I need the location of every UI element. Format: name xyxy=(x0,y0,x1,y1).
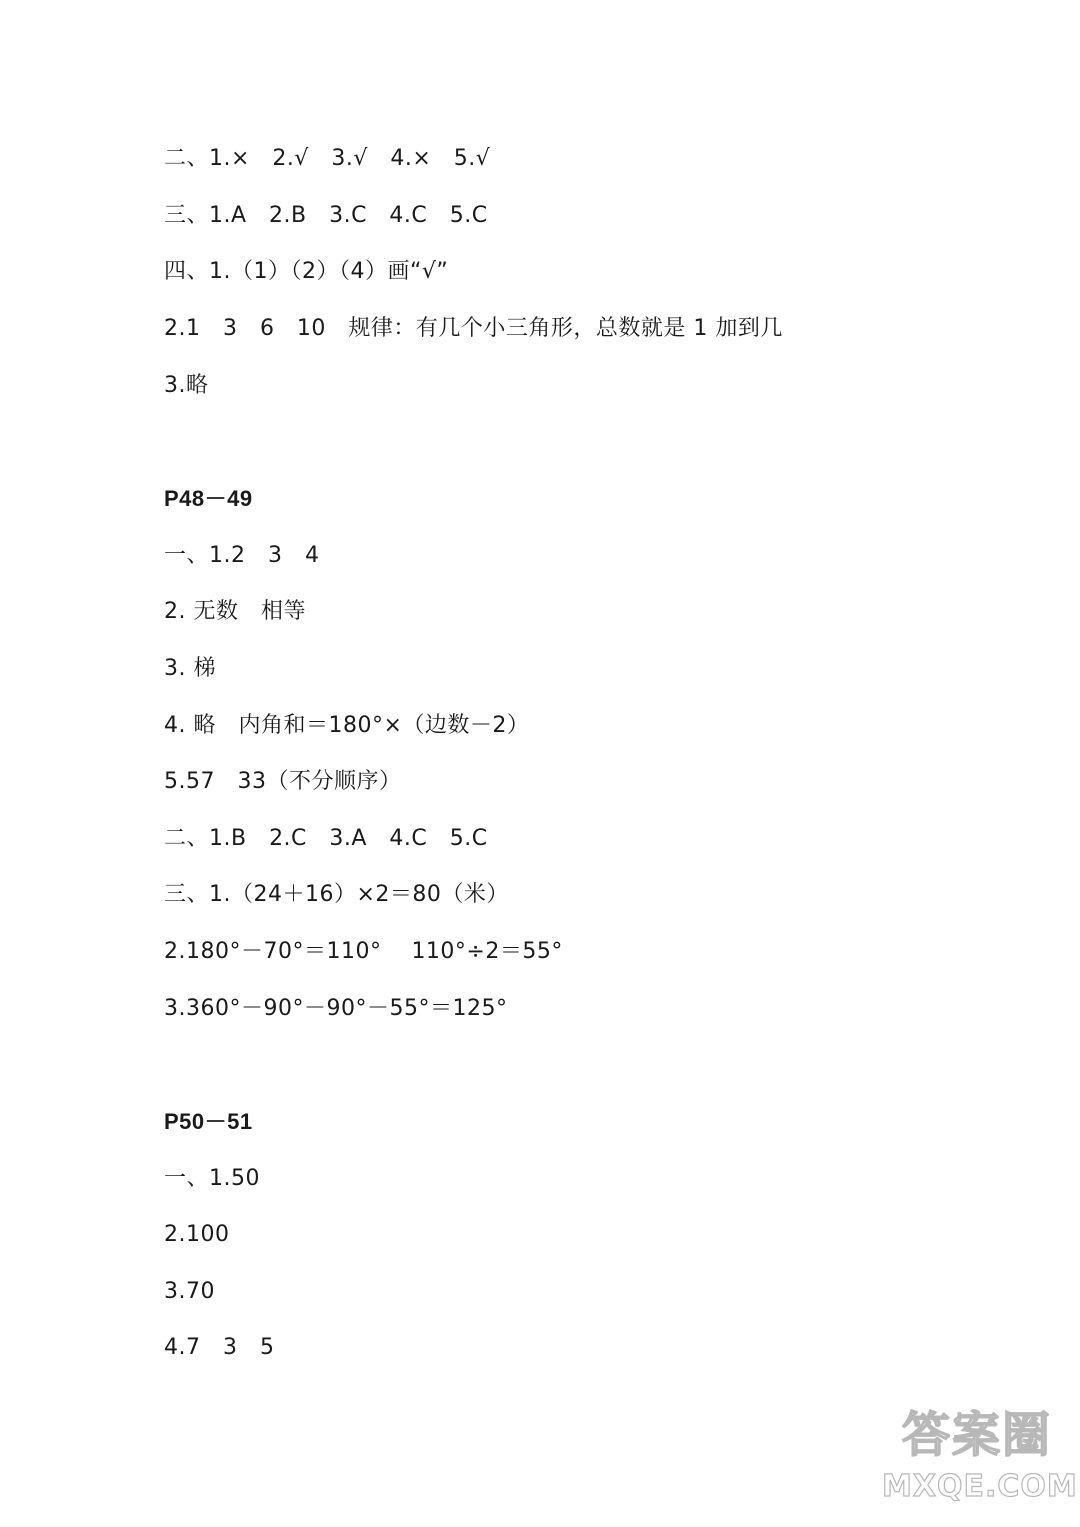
watermark xyxy=(882,1403,1078,1523)
answer-line: 2.100 xyxy=(164,1222,230,1247)
answer-line: 二、1.× 2.√ 3.√ 4.× 5.√ xyxy=(164,146,491,171)
answer-line: 三、1.A 2.B 3.C 4.C 5.C xyxy=(164,203,488,228)
answer-line: 四、1.（1）（2）（4）画“√” xyxy=(164,259,449,284)
answer-line: 一、1.50 xyxy=(164,1166,260,1191)
answer-line: 2.1 3 6 10 规律：有几个小三角形，总数就是 1 加到几 xyxy=(164,316,783,341)
answer-line: 2.180°－70°＝110° 110°÷2＝55° xyxy=(164,939,563,964)
answer-line: 5.57 33（不分顺序） xyxy=(164,769,402,794)
answer-line: 3.70 xyxy=(164,1279,215,1304)
watermark-url: MXQE.COM xyxy=(882,1469,1078,1504)
answer-line: 一、1.2 3 4 xyxy=(164,543,320,568)
answer-line: 3.360°－90°－90°－55°＝125° xyxy=(164,996,508,1021)
answer-line: 三、1.（24＋16）×2＝80（米） xyxy=(164,882,509,907)
answer-line: 2. 无数 相等 xyxy=(164,599,306,624)
watermark-logo: 答案圈 xyxy=(901,1407,1052,1463)
section-heading-p48: P48－49 xyxy=(164,486,253,511)
section-heading-p50: P50－51 xyxy=(164,1109,253,1134)
answer-line: 二、1.B 2.C 3.A 4.C 5.C xyxy=(164,826,488,851)
answer-line: 3. 梯 xyxy=(164,656,216,681)
answer-line: 4.7 3 5 xyxy=(164,1335,275,1360)
answer-line: 3.略 xyxy=(164,373,209,398)
answer-line: 4. 略 内角和＝180°×（边数－2） xyxy=(164,713,530,738)
